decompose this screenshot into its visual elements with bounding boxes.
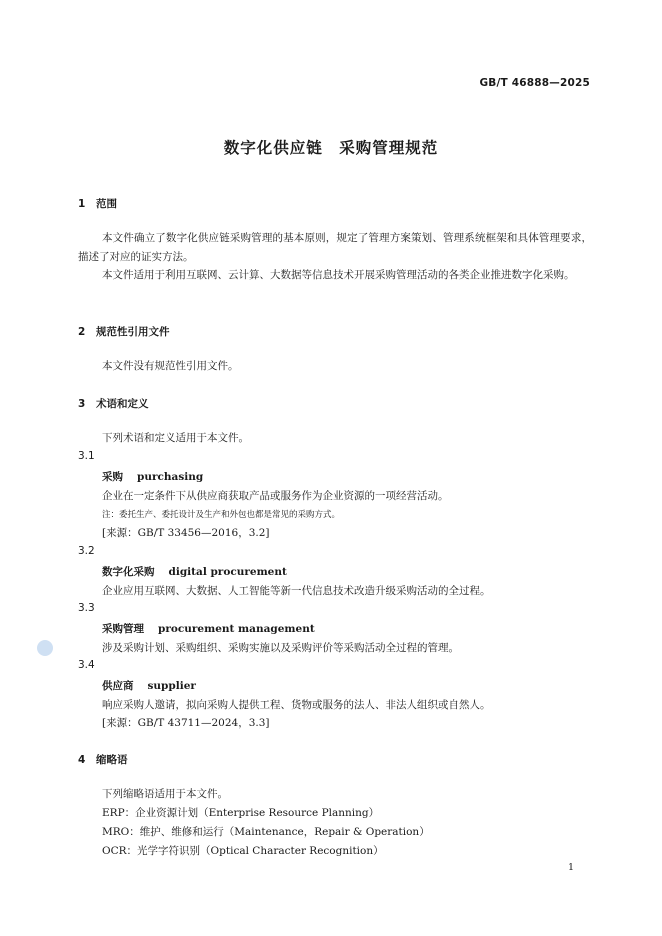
- terms-intro: 下列术语和定义适用于本文件。: [102, 432, 249, 444]
- term-number: 3.4: [78, 659, 95, 671]
- section-number: 4: [78, 754, 86, 766]
- abbreviation-item: ERP：企业资源计划（Enterprise Resource Planning）: [102, 807, 380, 819]
- section-title: 规范性引用文件: [96, 326, 170, 338]
- term-en: digital procurement: [168, 566, 287, 578]
- scope-paragraph-2: 本文件适用于利用互联网、云计算、大数据等信息技术开展采购管理活动的各类企业推进数字化采购。: [102, 269, 575, 281]
- term-name: [102, 469, 203, 484]
- section-heading-terms: [78, 396, 149, 411]
- document-title: 数字化供应链 采购管理规范: [223, 139, 439, 157]
- section-number: 1: [78, 198, 86, 210]
- abbreviation-item: MRO：维护、维修和运行（Maintenance，Repair & Operation）: [102, 826, 430, 838]
- term-number: 3.1: [78, 450, 95, 462]
- normative-references-text: 本文件没有规范性引用文件。: [102, 360, 239, 372]
- term-source: [来源：GB/T 33456—2016，3.2]: [102, 527, 270, 539]
- page-number: 1: [567, 862, 574, 873]
- abbreviation-item: OCR：光学字符识别（Optical Character Recognition）: [102, 845, 384, 857]
- term-zh: 采购: [102, 471, 123, 483]
- term-en: purchasing: [137, 471, 204, 483]
- standard-number: GB/T 46888—2025: [479, 77, 590, 89]
- section-title: 范围: [96, 198, 117, 210]
- scope-paragraph-1: 本文件确立了数字化供应链采购管理的基本原则，规定了管理方案策划、管理系统框架和具体管理要求，描述了对应的证实方法。: [78, 232, 592, 263]
- section-heading-normative-references: [78, 324, 170, 339]
- section-number: 2: [78, 326, 86, 338]
- term-zh: 供应商: [102, 680, 134, 692]
- term-name: [102, 621, 315, 636]
- term-note: 注：委托生产、委托设计及生产和外包也都是常见的采购方式。: [102, 510, 341, 520]
- term-source: [来源：GB/T 43711—2024，3.3]: [102, 717, 270, 729]
- term-name: [102, 678, 196, 693]
- term-name: [102, 564, 287, 579]
- section-title: 缩略语: [96, 754, 128, 766]
- term-definition: 涉及采购计划、采购组织、采购实施以及采购评价等采购活动全过程的管理。: [102, 642, 459, 654]
- term-definition: 响应采购人邀请，拟向采购人提供工程、货物或服务的法人、非法人组织或自然人。: [102, 699, 491, 711]
- term-definition: 企业在一定条件下从供应商获取产品或服务作为企业资源的一项经营活动。: [102, 490, 449, 502]
- term-zh: 采购管理: [102, 623, 144, 635]
- term-number: 3.3: [78, 602, 95, 614]
- term-number: 3.2: [78, 545, 95, 557]
- watermark-logo: [37, 640, 53, 656]
- section-title: 术语和定义: [96, 398, 149, 410]
- term-en: procurement management: [158, 623, 315, 635]
- abbreviations-intro: 下列缩略语适用于本文件。: [102, 788, 228, 800]
- section-number: 3: [78, 398, 86, 410]
- term-en: supplier: [147, 680, 196, 692]
- term-zh: 数字化采购: [102, 566, 155, 578]
- section-heading-scope: [78, 196, 117, 211]
- section-heading-abbreviations: [78, 752, 128, 767]
- term-definition: 企业应用互联网、大数据、人工智能等新一代信息技术改造升级采购活动的全过程。: [102, 585, 491, 597]
